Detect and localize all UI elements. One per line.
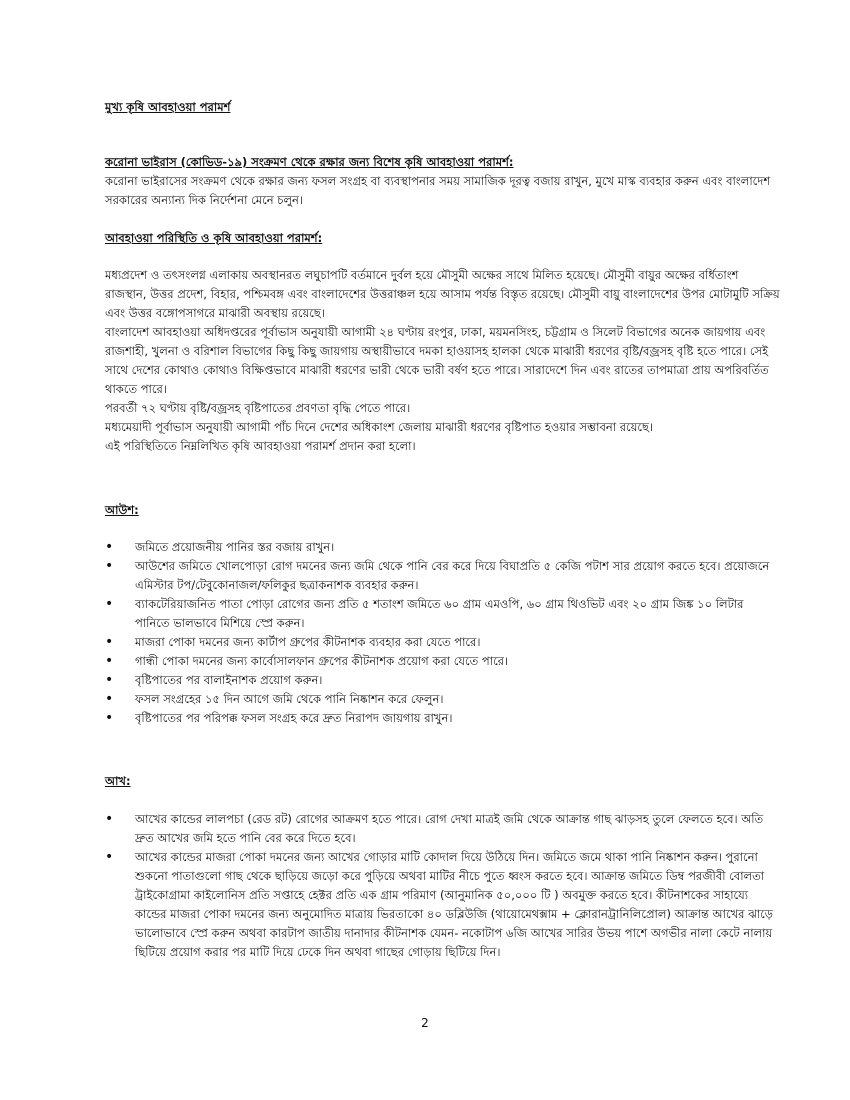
weather-paragraph: পরবর্তী ৭২ ঘণ্টায় বৃষ্টি/বজ্রসহ বৃষ্টিপাতের প্রবণতা বৃদ্ধি পেতে পারে। <box>105 401 411 415</box>
weather-section <box>105 266 780 456</box>
page-number: 2 <box>421 1016 429 1030</box>
covid-body: করোনা ভাইরাসের সংক্রমণ থেকে রক্ষার জন্য ফসল সংগ্রহ বা ব্যবস্থাপনার সময় সামাজিক দূরত্ব বজায় রাখুন, মুখে মাস্ক ব্যবহার করুন এবং বাংলাদেশ সরকারের অন্যান্য দিক নির্দেশনা মেনে চলুন। <box>105 174 771 207</box>
weather-paragraph: এই পরিস্থিতিতে নিম্নলিখিত কৃষি আবহাওয়া পরামর্শ প্রদান করা হলো। <box>105 439 416 453</box>
covid-section <box>105 153 780 210</box>
akh-title: আখ: <box>105 774 131 788</box>
aus-advice-list <box>105 538 780 728</box>
list-item: • ব্যাকটেরিয়াজনিত পাতা পোড়া রোগের জন্য প্রতি ৫ শতাংশ জমিতে ৬০ গ্রাম এমওপি, ৬০ গ্রাম থিওভিট এবং ২০ গ্রাম জিঙ্ক ১০ লিটার পানিতে ভালভাবে মিশিয়ে স্প্রে করুন। <box>105 595 780 633</box>
weather-paragraph: বাংলাদেশ আবহাওয়া অধিদপ্তরের পূর্বাভাস অনুযায়ী আগামী ২৪ ঘণ্টায় রংপুর, ঢাকা, ময়মনসিংহ, চট্টগ্রাম ও সিলেট বিভাগের অনেক জায়গায় এবং রাজশাহী, খুলনা ও বরিশাল বিভাগের কিছু কিছু জায়গায় অস্থায়ীভাবে দমকা হাওয়াসহ হালকা থেকে মাঝারী ধরণের বৃষ্টি/বজ্রসহ বৃষ্টি হতে পারে। সেই সাথে দেশের কোথাও কোথাও বিক্ষিপ্তভাবে মাঝারী ধরণের ভারী থেকে ভারী বর্ষণ হতে পারে। সারাদেশে দিন এবং রাতের তাপমাত্রা প্রায় অপরিবর্তিত থাকতে পারে। <box>105 325 769 396</box>
list-item: • আউশের জমিতে খোলপোড়া রোগ দমনের জন্য জমি থেকে পানি বের করে দিয়ে বিঘাপ্রতি ৫ কেজি পটাশ সার প্রয়োগ করতে হবে। প্রয়োজনে এমিস্টার টপ/টেবুকোনাজল/ফলিকুর ছত্রাকনাশক ব্যবহার করুন। <box>105 557 780 595</box>
weather-paragraph: মধ্যমেয়াদী পূর্বাভাস অনুযায়ী আগামী পাঁচ দিনে দেশের অধিকাংশ জেলায় মাঝারী ধরণের বৃষ্টিপাত হওয়ার সম্ভাবনা রয়েছে। <box>105 420 654 434</box>
list-item: • জমিতে প্রয়োজনীয় পানির স্তর বজায় রাখুন। <box>105 538 780 557</box>
akh-advice-list <box>105 810 780 962</box>
covid-title: করোনা ভাইরাস (কোভিড-১৯) সংক্রমণ থেকে রক্ষার জন্য বিশেষ কৃষি আবহাওয়া পরামর্শ: <box>105 155 514 169</box>
weather-paragraph: মধ্যপ্রদেশ ও তৎসংলগ্ন এলাকায় অবস্থানরত লঘুচাপটি বর্তমানে দুর্বল হয়ে মৌসুমী অক্ষের সাথে মিলিত হয়েছে। মৌসুমী বায়ুর অক্ষের বর্ধিতাংশ রাজস্থান, উত্তর প্রদেশ, বিহার, পশ্চিমবঙ্গ এবং বাংলাদেশের উত্তরাঞ্চল হয়ে আসাম পর্যন্ত বিস্তৃত রয়েছে। মৌসুমী বায়ু বাংলাদেশের উপর মোটামুটি সক্রিয় এবং উত্তর বঙ্গোপসাগরে মাঝারী অবস্থায় রয়েছে। <box>105 268 780 320</box>
list-item: • বৃষ্টিপাতের পর পরিপক্ক ফসল সংগ্রহ করে দ্রুত নিরাপদ জায়গায় রাখুন। <box>105 709 780 728</box>
list-item: • ফসল সংগ্রহের ১৫ দিন আগে জমি থেকে পানি নিষ্কাশন করে ফেলুন। <box>105 690 780 709</box>
main-title: মুখ্য কৃষি আবহাওয়া পরামর্শ <box>105 100 231 114</box>
list-item: • আখের কান্ডের লালপচা (রেড রট) রোগের আক্রমণ হতে পারে। রোগ দেখা মাত্রই জমি থেকে আক্রান্ত গাছ ঝাড়সহ তুলে ফেলতে হবে। অতি দ্রুত আখের জমি হতে পানি বের করে দিতে হবে। <box>105 810 780 848</box>
list-item: • মাজরা পোকা দমনের জন্য কার্টাপ গ্রুপের কীটনাশক ব্যবহার করা যেতে পারে। <box>105 633 780 652</box>
list-item: • বৃষ্টিপাতের পর বালাইনাশক প্রয়োগ করুন। <box>105 671 780 690</box>
list-item: • গান্ধী পোকা দমনের জন্য কার্বোসালফান গ্রুপের কীটনাশক প্রয়োগ করা যেতে পারে। <box>105 652 780 671</box>
aus-title: আউশ: <box>105 503 139 517</box>
weather-title: আবহাওয়া পরিস্থিতি ও কৃষি আবহাওয়া পরামর্শ: <box>105 231 323 245</box>
list-item: • আখের কান্ডের মাজরা পোকা দমনের জন্য আখের গোড়ার মাটি কোদাল দিয়ে উঠিয়ে দিন। জমিতে জমে থাকা পানি নিষ্কাশন করুন। পুরানো শুকনো পাতাগুলো গাছ থেকে ছাড়িয়ে জড়ো করে পুড়িয়ে অথবা মাটির নীচে পুতে ধ্বংস করতে হবে। আক্রান্ত জমিতে ডিম্ব পরজীবী বোলতা ট্রাইকোগ্রামা কাইলোনিস প্রতি সপ্তাহে হেক্টর প্রতি এক গ্রাম পরিমাণ (আনুমানিক ৫০,০০০ টি ) অবমুক্ত করতে হবে। কীটনাশকের সাহায্যে কান্ডের মাজরা পোকা দমনের জন্য অনুমোদিত মাত্রায় ভিরতাকো ৪০ ডব্লিউজি (থায়োমেথক্সাম + ক্লোরানট্রানিলিপ্রোল) আক্রান্ত আখের ঝাড়ে ভালোভাবে স্প্রে করুন অথবা কারটাপ জাতীয় দানাদার কীটনাশক যেমন- নকোটাপ ৬জি আখের সারির উভয় পাশে অগভীর নালা কেটে নালায় ছিটিয়ে প্রয়োগ করার পর মাটি দিয়ে ঢেকে দিন অথবা গাছের গোড়ায় ছিটিয়ে দিন। <box>105 848 780 962</box>
